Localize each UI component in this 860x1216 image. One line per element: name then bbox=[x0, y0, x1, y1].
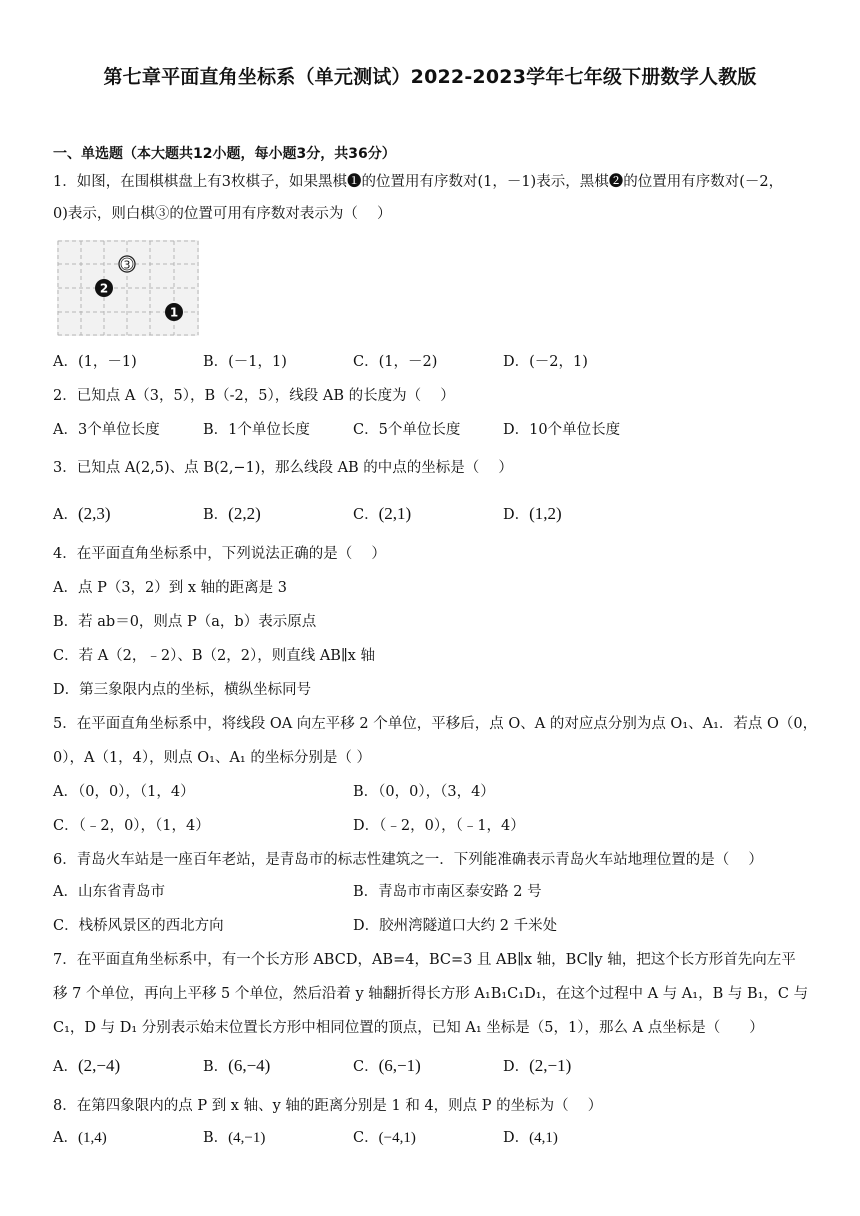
q8-option-b[interactable] bbox=[203, 1128, 265, 1148]
q7-option-c-letter: C． bbox=[353, 1059, 379, 1075]
q7-option-a-value: (2,−4) bbox=[77, 1056, 121, 1075]
q2-option-b[interactable]: B．1个单位长度 bbox=[203, 422, 310, 438]
black-stone-1 bbox=[165, 303, 183, 321]
q3-option-d-letter: D． bbox=[503, 507, 530, 523]
q8-option-c-letter: C． bbox=[353, 1130, 379, 1146]
q8-option-d-letter: D． bbox=[503, 1130, 530, 1146]
q7-option-c[interactable] bbox=[353, 1056, 421, 1077]
q7-option-b-letter: B． bbox=[203, 1059, 229, 1075]
q3-option-d-value: (1,2) bbox=[529, 504, 562, 523]
q8-stem: 8．在第四象限内的点 P 到 x 轴、y 轴的距离分别是 1 和 4，则点 P 的坐标为（ ） bbox=[53, 1098, 603, 1114]
q3-stem: 3．已知点 A(2,5)、点 B(2,−1)，那么线段 AB 的中点的坐标是（ ） bbox=[53, 460, 513, 476]
q2-stem: 2．已知点 A（3，5），B（-2，5），线段 AB 的长度为（ ） bbox=[53, 388, 455, 404]
q7-stem-line3: C₁，D 与 D₁ 分别表示始末位置长方形中相同位置的顶点，已知 A₁ 坐标是（5，1），那么 A 点坐标是（ ） bbox=[53, 1020, 764, 1036]
q3-option-c-letter: C． bbox=[353, 507, 379, 523]
q3-option-a[interactable] bbox=[53, 504, 111, 525]
page-title: 第七章平面直角坐标系（单元测试）2022-2023学年七年级下册数学人教版 bbox=[103, 66, 757, 88]
q3-option-a-letter: A． bbox=[53, 507, 78, 523]
q3-option-c[interactable] bbox=[353, 504, 411, 525]
q5-option-c[interactable]: C．（﹣2，0），（1，4） bbox=[53, 818, 210, 834]
q6-option-c[interactable]: C．栈桥风景区的西北方向 bbox=[53, 918, 224, 934]
q6-option-a[interactable]: A．山东省青岛市 bbox=[53, 884, 165, 900]
go-board-figure bbox=[57, 240, 199, 336]
black-stone-1-label: 1 bbox=[169, 305, 179, 320]
black-stone-2 bbox=[95, 279, 113, 297]
q6-stem: 6．青岛火车站是一座百年老站，是青岛市的标志性建筑之一．下列能准确表示青岛火车站地理位置的是（ ） bbox=[53, 852, 763, 868]
q7-option-d-letter: D． bbox=[503, 1059, 530, 1075]
q5-option-d[interactable]: D．（﹣2，0），（﹣1，4） bbox=[353, 818, 525, 834]
q2-option-c[interactable]: C．5个单位长度 bbox=[353, 422, 461, 438]
q7-option-b-value: (6,−4) bbox=[228, 1056, 271, 1075]
q5-option-a[interactable]: A．（0，0），（1，4） bbox=[53, 784, 195, 800]
q5-stem-line2: 0），A（1，4），则点 O₁、A₁ 的坐标分别是（ ） bbox=[53, 750, 371, 766]
q8-option-b-value: (4,−1) bbox=[228, 1130, 266, 1146]
q7-option-d-value: (2,−1) bbox=[529, 1056, 572, 1075]
q7-option-a[interactable] bbox=[53, 1056, 120, 1077]
q8-option-a[interactable] bbox=[53, 1128, 107, 1148]
q1-stem-line2: 0)表示，则白棋③的位置可用有序数对表示为（ ） bbox=[53, 206, 392, 222]
white-stone-label: 3 bbox=[123, 258, 131, 272]
q1-option-c[interactable]: C．(1，－2) bbox=[353, 354, 438, 370]
q5-stem-line1: 5．在平面直角坐标系中，将线段 OA 向左平移 2 个单位，平移后，点 O、A 的对应点分别为点 O₁、A₁．若点 O（0， bbox=[53, 716, 818, 732]
q7-stem-line1: 7．在平面直角坐标系中，有一个长方形 ABCD，AB=4，BC=3 且 AB∥x 轴，BC∥y 轴，把这个长方形首先向左平 bbox=[53, 952, 796, 968]
q8-option-d-value: (4,1) bbox=[529, 1130, 558, 1146]
black-stone-2-label: 2 bbox=[99, 281, 109, 296]
q1-option-d[interactable]: D．(－2，1) bbox=[503, 354, 588, 370]
q2-option-d[interactable]: D．10个单位长度 bbox=[503, 422, 621, 438]
q8-option-c-value: (−4,1) bbox=[378, 1130, 416, 1146]
q6-option-b[interactable]: B．青岛市市南区泰安路 2 号 bbox=[353, 884, 542, 900]
q3-option-b-letter: B． bbox=[203, 507, 229, 523]
q3-option-a-value: (2,3) bbox=[77, 504, 111, 523]
white-stone-3 bbox=[119, 256, 135, 272]
q5-option-b[interactable]: B．（0，0），（3，4） bbox=[353, 784, 495, 800]
q4-stem: 4．在平面直角坐标系中，下列说法正确的是（ ） bbox=[53, 546, 386, 562]
q2-option-a[interactable]: A．3个单位长度 bbox=[53, 422, 160, 438]
section-header: 一、单选题（本大题共12小题，每小题3分，共36分） bbox=[53, 146, 396, 162]
q8-option-a-letter: A． bbox=[53, 1130, 78, 1146]
q1-option-b[interactable]: B．(－1，1) bbox=[203, 354, 287, 370]
q7-option-c-value: (6,−1) bbox=[378, 1056, 421, 1075]
q3-option-b-value: (2,2) bbox=[228, 504, 261, 523]
q8-option-d[interactable] bbox=[503, 1128, 558, 1148]
q8-option-c[interactable] bbox=[353, 1128, 416, 1148]
q3-option-d[interactable] bbox=[503, 504, 562, 525]
q4-option-c[interactable]: C．若 A（2，﹣2）、B（2，2），则直线 AB∥x 轴 bbox=[53, 648, 375, 664]
q7-stem-line2: 移 7 个单位，再向上平移 5 个单位，然后沿着 y 轴翻折得长方形 A₁B₁C₁D₁，在这个过程中 A 与 A₁，B 与 B₁，C 与 bbox=[53, 986, 809, 1002]
q7-option-a-letter: A． bbox=[53, 1059, 78, 1075]
q4-option-b[interactable]: B．若 ab＝0，则点 P（a，b）表示原点 bbox=[53, 614, 317, 630]
q4-option-a[interactable]: A．点 P（3，2）到 x 轴的距离是 3 bbox=[53, 580, 288, 596]
q4-option-d[interactable]: D．第三象限内点的坐标，横纵坐标同号 bbox=[53, 682, 312, 698]
q6-option-d[interactable]: D．胶州湾隧道口大约 2 千米处 bbox=[353, 918, 558, 934]
q8-option-a-value: (1,4) bbox=[77, 1130, 107, 1146]
q7-option-b[interactable] bbox=[203, 1056, 270, 1077]
q8-option-b-letter: B． bbox=[203, 1130, 229, 1146]
q1-option-a[interactable]: A．(1，－1) bbox=[53, 354, 137, 370]
q7-option-d[interactable] bbox=[503, 1056, 571, 1077]
q3-option-c-value: (2,1) bbox=[378, 504, 412, 523]
q3-option-b[interactable] bbox=[203, 504, 261, 525]
q1-stem-line1: 1．如图，在围棋棋盘上有3枚棋子，如果黑棋❶的位置用有序数对(1，－1)表示，黑棋❷的位置用有序数对(－2， bbox=[53, 174, 784, 190]
